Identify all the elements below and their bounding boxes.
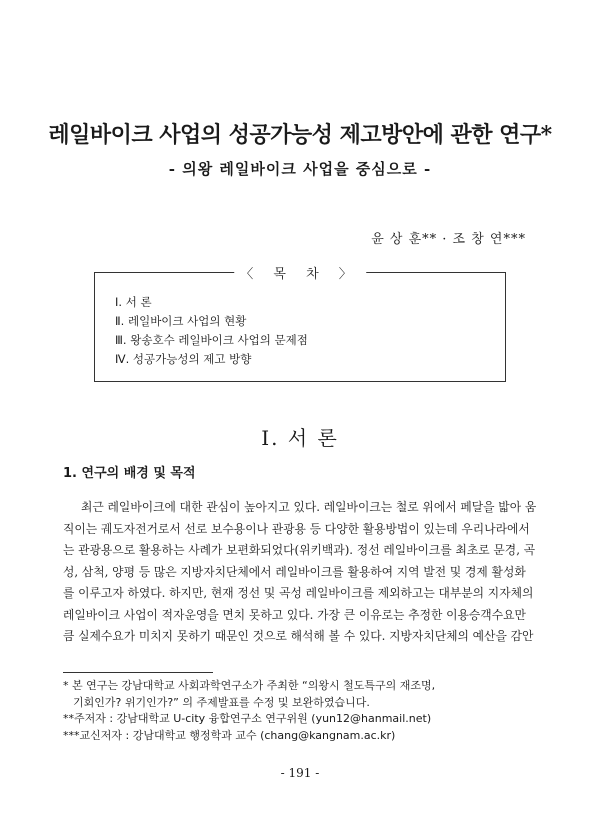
footnote: * 본 연구는 강남대학교 사회과학연구소가 주최한 “의왕시 철도특구의 재조명, xyxy=(63,679,436,692)
toc-list xyxy=(115,293,308,369)
toc-item: Ⅰ. 서 론 xyxy=(115,295,152,309)
footnote: ***교신저자 : 강남대학교 행정학과 교수 (chang@kangnam.ac.kr) xyxy=(63,728,396,742)
toc-item: Ⅱ. 레일바이크 사업의 현황 xyxy=(115,314,247,328)
section-heading: Ⅰ. 서 론 xyxy=(261,426,339,450)
page-number: - 191 - xyxy=(280,766,320,780)
paper-title: 레일바이크 사업의 성공가능성 제고방안에 관한 연구* xyxy=(48,122,552,148)
body-line: 를 이루고자 하였다. 하지만, 현재 정선 및 곡성 레일바이크를 제외하고는 대부분의 지자체의 xyxy=(63,586,534,600)
subsection-heading: 1. 연구의 배경 및 목적 xyxy=(63,466,196,481)
footnote: **주저자 : 강남대학교 U-city 융합연구소 연구위원 (yun12@hanmail.net) xyxy=(63,712,432,725)
table-of-contents xyxy=(94,267,506,382)
footnotes xyxy=(63,678,435,744)
toc-label: 〈 목 차 〉 xyxy=(234,263,366,282)
body-paragraph xyxy=(63,497,538,648)
footnote-divider xyxy=(63,672,213,673)
footnote: 기회인가? 위기인가?” 의 주제발표를 수정 및 보완하였습니다. xyxy=(73,695,370,709)
paper-subtitle: - 의왕 레일바이크 사업을 중심으로 - xyxy=(168,160,432,178)
body-line: 최근 레일바이크에 대한 관심이 높아지고 있다. 레일바이크는 철로 위에서 페달을 밟아 움 xyxy=(81,500,537,514)
toc-item: Ⅲ. 왕송호수 레일바이크 사업의 문제점 xyxy=(115,333,308,347)
body-line: 직이는 궤도자전거로서 선로 보수용이나 관광용 등 다양한 활용방법이 있는데 우리나라에서 xyxy=(63,521,530,536)
body-line: 는 관광용으로 활용하는 사례가 보편화되었다(위키백과). 정선 레일바이크를 최초로 문경, 곡 xyxy=(63,543,536,557)
body-line: 성, 삼척, 양평 등 많은 지방자치단체에서 레일바이크를 활용하여 지역 발전 및 경제 활성화 xyxy=(63,564,526,579)
body-line: 레일바이크 사업이 적자운영을 면치 못하고 있다. 가장 큰 이유로는 추정한 이용승객수요만 xyxy=(63,607,526,622)
toc-label-text: 목 차 xyxy=(273,267,327,282)
author-line: 윤 상 훈** · 조 창 연*** xyxy=(371,232,526,247)
body-line: 큼 실제수요가 미치지 못하기 때문인 것으로 해석해 볼 수 있다. 지방자치단체의 예산을 감안 xyxy=(63,629,534,643)
toc-item: Ⅳ. 성공가능성의 제고 방향 xyxy=(115,352,252,366)
